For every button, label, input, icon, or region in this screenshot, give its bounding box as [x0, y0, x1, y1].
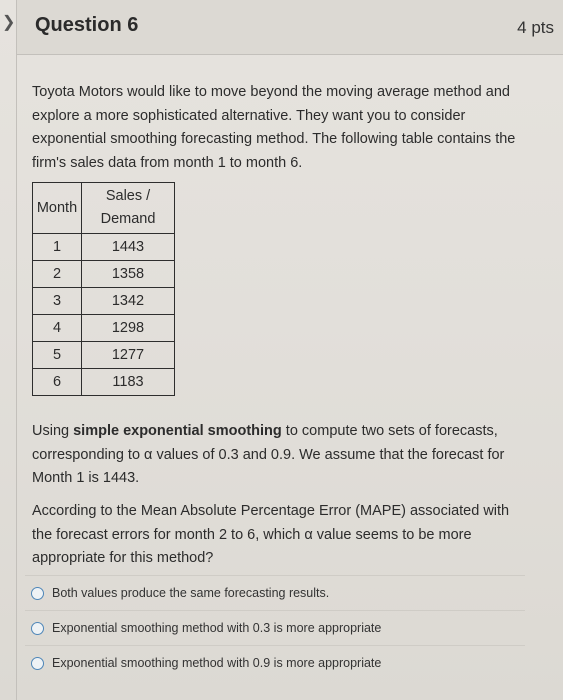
prompt-line: the forecast errors for month 2 to 6, which α value seems to be more [32, 526, 472, 543]
radio-button[interactable] [31, 622, 44, 635]
radio-button[interactable] [31, 587, 44, 600]
table-row [33, 369, 175, 396]
instructions-lead: Using [32, 423, 74, 439]
sales-header-line: Demand [100, 211, 156, 227]
sales-column-header [82, 183, 175, 234]
instructions-paragraph [32, 420, 532, 491]
table-row [33, 261, 175, 288]
month-column-header: Month [33, 183, 82, 234]
month-cell: 3 [33, 288, 82, 315]
question-title: Question 6 [35, 14, 139, 36]
month-cell: 1 [33, 234, 82, 261]
radio-button[interactable] [31, 657, 44, 670]
intro-line: firm's sales data from month 1 to month 6. [32, 154, 303, 171]
table-row [33, 342, 175, 369]
intro-line: Toyota Motors would like to move beyond the moving average method and [32, 84, 510, 100]
demand-cell: 1298 [82, 315, 175, 342]
month-cell: 5 [33, 342, 82, 369]
instructions-line: corresponding to α values of 0.3 and 0.9. We assume that the forecast for [32, 446, 505, 463]
question-points: 4 pts [517, 18, 554, 37]
prompt-line: According to the Mean Absolute Percentage Error (MAPE) associated with [32, 503, 510, 519]
answer-option-label: Both values produce the same forecasting results. [52, 586, 330, 600]
intro-paragraph [32, 81, 532, 175]
month-cell: 6 [33, 369, 82, 396]
chevron-right-icon: ❯ [2, 14, 16, 31]
table-row [33, 234, 175, 261]
sales-table [32, 182, 175, 396]
answer-option-label: Exponential smoothing method with 0.9 is more appropriate [52, 656, 382, 670]
question-body [16, 55, 563, 700]
answer-option[interactable] [25, 610, 525, 645]
question-header [16, 0, 563, 55]
intro-line: explore a more sophisticated alternative. They want you to consider [32, 107, 466, 124]
table-header-row [33, 183, 175, 234]
demand-cell: 1183 [82, 369, 175, 396]
table-row [33, 288, 175, 315]
instructions-line: Month 1 is 1443. [32, 470, 140, 486]
demand-cell: 1277 [82, 342, 175, 369]
table-row [33, 315, 175, 342]
prompt-paragraph [32, 500, 532, 571]
answer-option-label: Exponential smoothing method with 0.3 is more appropriate [52, 621, 382, 635]
instructions-tail: to compute two sets of forecasts, [281, 423, 498, 439]
sales-header-line: Sales / [105, 188, 151, 204]
instructions-bold: simple exponential smoothing [73, 423, 282, 439]
answer-options [25, 575, 525, 680]
month-cell: 4 [33, 315, 82, 342]
instructions-line [32, 420, 532, 444]
answer-option[interactable] [25, 575, 525, 610]
prompt-line: appropriate for this method? [32, 550, 214, 566]
demand-cell: 1358 [82, 261, 175, 288]
intro-line: exponential smoothing forecasting method. The following table contains the [32, 131, 516, 147]
demand-cell: 1443 [82, 234, 175, 261]
demand-cell: 1342 [82, 288, 175, 315]
month-cell: 2 [33, 261, 82, 288]
answer-option[interactable] [25, 645, 525, 680]
